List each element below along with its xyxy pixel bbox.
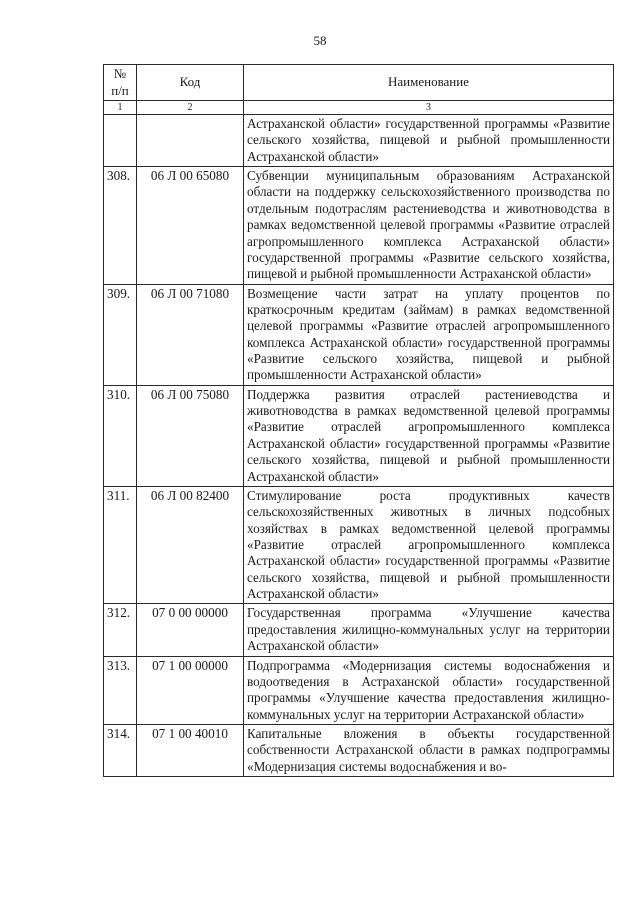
row-name: Государственная программа «Улучшение качества предоставления жилищно-коммунальных услуг на территории Астраханской области» — [244, 604, 614, 656]
row-code: 06 Л 00 65080 — [137, 167, 244, 285]
header-name: Наименование — [244, 65, 614, 101]
header-code: Код — [137, 65, 244, 101]
row-num: 309. — [104, 284, 137, 385]
row-name: Подпрограмма «Модернизация системы водоснабжения и водоотведения в Астраханской области» государственной программы «Улучшение качества предоставления жилищно-коммунальных услуг на территории Астраханской области» — [244, 656, 614, 724]
row-num: 310. — [104, 385, 137, 486]
table-row — [104, 115, 614, 167]
row-num: 313. — [104, 656, 137, 724]
table-row — [104, 486, 614, 604]
table-row — [104, 656, 614, 724]
row-num: 311. — [104, 486, 137, 604]
row-name: Субвенции муниципальным образованиям Астраханской области на поддержку сельскохозяйственного производства по отдельным подотраслям растениеводства и животноводства в рамках ведомственной целевой программы «Развитие отраслей агропромышленного комплекса Астраханской области» государственной программы «Развитие сельского хозяйства, пищевой и рыбной промышленности Астраханской области» — [244, 167, 614, 285]
row-code: 06 Л 00 82400 — [137, 486, 244, 604]
table-row — [104, 284, 614, 385]
row-name: Поддержка развития отраслей растениеводства и животноводства в рамках ведомственной целевой программы «Развитие отраслей агропромышленного комплекса Астраханской области» государственной программы «Развитие сельского хозяйства, пищевой и рыбной промышленности Астраханской области» — [244, 385, 614, 486]
row-code: 07 1 00 40010 — [137, 724, 244, 776]
row-code: 06 Л 00 71080 — [137, 284, 244, 385]
table-header-row — [104, 65, 614, 101]
row-name: Капитальные вложения в объекты государственной собственности Астраханской области в рамках подпрограммы «Модернизация системы водоснабжения и во- — [244, 724, 614, 776]
row-name: Стимулирование роста продуктивных качеств сельскохозяйственных животных в личных подсобных хозяйствах в рамках ведомственной целевой программы «Развитие отраслей агропромышленного комплекса Астраханской области» государственной программы «Развитие сельского хозяйства, пищевой и рыбной промышленности Астраханской области» — [244, 486, 614, 604]
column-number: 3 — [244, 101, 614, 115]
row-name: Возмещение части затрат на уплату процентов по краткосрочным кредитам (займам) в рамках ведомственной целевой программы «Развитие отраслей агропромышленного комплекса Астраханской области» государственной программы «Развитие сельского хозяйства, пищевой и рыбной промышленности Астраханской области» — [244, 284, 614, 385]
row-code: 07 0 00 00000 — [137, 604, 244, 656]
column-number-row — [104, 101, 614, 115]
table-row — [104, 604, 614, 656]
row-num: 308. — [104, 167, 137, 285]
row-code: 07 1 00 00000 — [137, 656, 244, 724]
classification-table — [103, 64, 614, 777]
column-number: 1 — [104, 101, 137, 115]
row-num: 314. — [104, 724, 137, 776]
row-name-continuation: Астраханской области» государственной программы «Развитие сельского хозяйства, пищевой и рыбной промышленности Астраханской области» — [244, 115, 614, 167]
row-num — [104, 115, 137, 167]
table-row — [104, 167, 614, 285]
row-code: 06 Л 00 75080 — [137, 385, 244, 486]
table-row — [104, 385, 614, 486]
row-code — [137, 115, 244, 167]
header-num: № п/п — [104, 65, 137, 101]
column-number: 2 — [137, 101, 244, 115]
table-row — [104, 724, 614, 776]
page-number: 58 — [313, 33, 327, 48]
row-num: 312. — [104, 604, 137, 656]
